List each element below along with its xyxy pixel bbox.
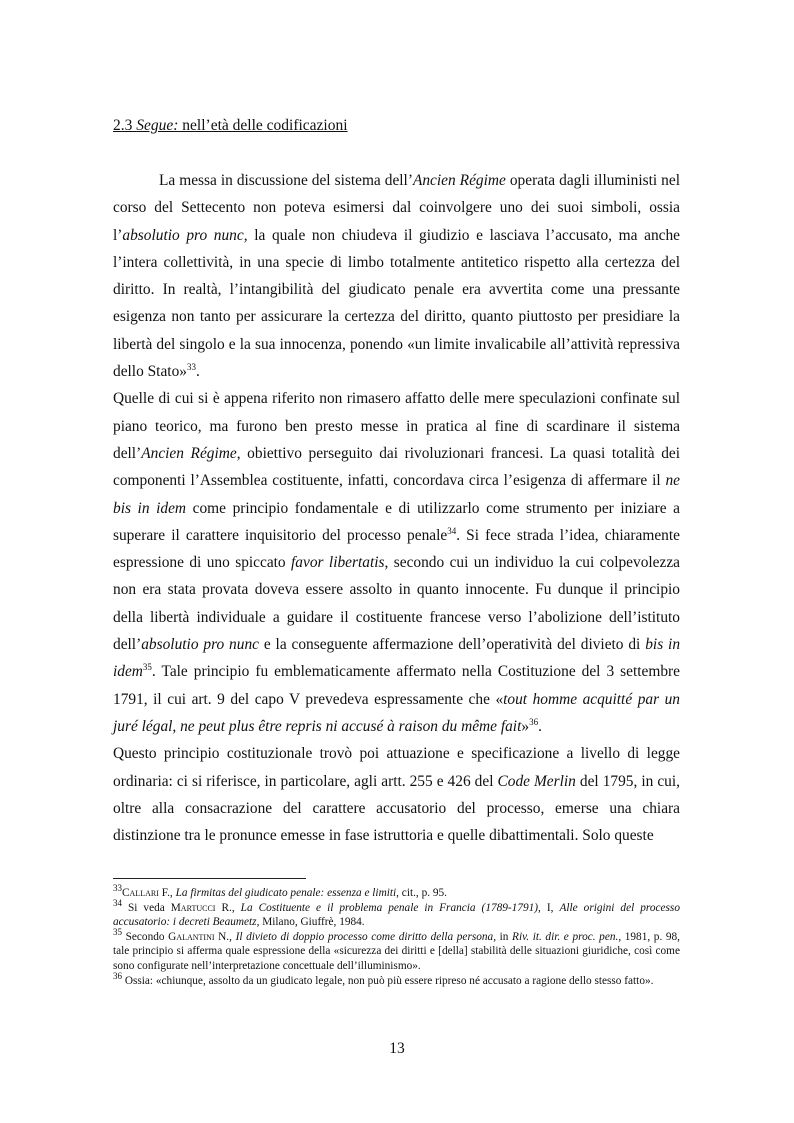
italic-run: bis in idem <box>113 636 681 681</box>
text-run: Questo principio costituzionale trovò poi attuazione e specificazione a livello di legge ordinaria: ci si riferisce, in particolare, agli artt. 255 e 426 del <box>113 745 680 790</box>
text-run: . Si fece strada l’idea, chiaramente espressione di uno spiccato <box>113 526 680 572</box>
paragraph-3 <box>113 740 680 849</box>
text-run: . <box>538 717 542 735</box>
footnote-ref-34[interactable]: 34 <box>447 525 457 536</box>
text-run: come principio fondamentale e di utilizzarlo come strumento per iniziare a superare il carattere inquisitorio del processo penale <box>113 499 680 544</box>
text-run: Secondo <box>122 930 169 943</box>
footnotes <box>113 883 681 988</box>
footnote-35 <box>113 927 681 974</box>
footnote-number: 33 <box>113 883 122 894</box>
paragraph-1 <box>113 167 680 385</box>
text-run: R., <box>215 901 241 914</box>
text-run: Si veda <box>122 901 171 914</box>
heading-italic: Segue: <box>136 117 179 134</box>
text-run: , cit., p. 95. <box>396 887 447 899</box>
italic-run: Code Merlin <box>497 772 576 790</box>
italic-run: La firmitas del giudicato penale: essenza e limiti <box>175 887 397 899</box>
text-run: . <box>195 363 200 381</box>
footnote-number: 35 <box>113 927 122 938</box>
text-run: La messa in discussione del sistema dell’ <box>159 172 413 189</box>
text-run: , la quale non chiudeva il giudizio e lasciava l’accusato, ma anche l’intera collettività, in una specie di limbo totalmente antitetico rispetto alla certezza del diritto. In realtà, l’intangibilità del giudicato penale era avvertita come una pressante esigenza non tanto per assicurare la certezza del diritto, quanto piuttosto per presidiare la libertà del singolo e la sua innocenza, ponendo «un limite invalicabile all’attività repressiva dello Stato» <box>113 226 681 381</box>
text-run: , obiettivo perseguito dai rivoluzionari francesi. La quasi totalità dei componenti l’Assemblea costituente, infatti, concordava circa l’esigenza di affermare il <box>113 444 680 490</box>
italic-run: Alle origini del processo accusatorio: i decreti Beaumetz <box>113 901 680 929</box>
italic-run: favor libertatis <box>291 554 385 572</box>
page-number: 13 <box>389 1040 405 1057</box>
text-run: , 1981, p. 98, tale principio si afferma quale espressione della «sicurezza dei diritti e [della] stabilità delle situazioni giuridiche, così come sono configurate nell’interpretazione concettuale dell’illuminismo». <box>113 930 681 972</box>
paragraph-2 <box>113 385 680 740</box>
footnote-author: Galantini <box>168 930 215 943</box>
text-run: Ossia: «chiunque, assolto da un giudicato legale, non può più essere ripreso né accusato a ragione dello stesso fatto». <box>122 974 654 987</box>
italic-run: La Costituente e il problema penale in Francia (1789-1791) <box>240 901 539 914</box>
italic-run: ne bis in idem <box>113 472 680 517</box>
footnote-separator <box>113 878 306 879</box>
footnote-ref-36[interactable]: 36 <box>529 716 539 727</box>
text-run: F., <box>158 887 176 899</box>
footnote-number: 36 <box>113 970 122 981</box>
text-run: , I, <box>538 901 560 914</box>
italic-run: Riv. it. dir. e proc. pen. <box>512 930 619 943</box>
text-run: operata dagli illuministi nel corso del Settecento non poteva esimersi dal coinvolgere uno dei suoi simboli, ossia l’ <box>113 172 680 244</box>
text-run: Quelle di cui si è appena riferito non rimasero affatto delle mere speculazioni confinate sul piano teorico, ma furono ben presto messe in pratica al fine di scardinare il sistema dell’ <box>113 390 680 462</box>
italic-run: absolutio pro nunc <box>141 636 259 654</box>
italic-run: absolutio pro nunc <box>122 226 244 244</box>
section-heading <box>113 116 348 136</box>
footnote-34 <box>113 897 680 930</box>
text-run: » <box>521 717 530 735</box>
footnote-36 <box>113 970 680 989</box>
footnote-number: 34 <box>113 897 122 908</box>
heading-number: 2.3 <box>113 117 137 134</box>
italic-run: Il divieto di doppio processo come diritto della persona <box>235 930 494 943</box>
italic-run: Ancien Régime <box>412 172 506 189</box>
text-run: e la conseguente affermazione dell’operatività del divieto di <box>258 636 646 654</box>
footnote-author: Martucci <box>170 901 216 914</box>
text-run: N., <box>214 930 236 943</box>
italic-run: tout homme acquitté par un juré légal, ne peut plus être repris ni accusé à raison du même fait <box>113 690 680 735</box>
text-run: , secondo cui un individuo la cui colpevolezza non era stata provata doveva essere assolto in quanto innocente. Fu dunque il principio della libertà individuale a guidare il costituente francese verso l’abolizione dell’istituto dell’ <box>113 554 680 654</box>
text-run: , Milano, Giuffrè, 1984. <box>256 916 365 929</box>
body-text <box>113 167 680 849</box>
heading-title: nell’età delle codificazioni <box>178 117 348 134</box>
footnote-author: Callari <box>122 887 159 899</box>
footnote-ref-35[interactable]: 35 <box>142 662 152 673</box>
footnote-33 <box>113 883 680 901</box>
text-run: . Tale principio fu emblematicamente affermato nella Costituzione del 3 settembre 1791, il cui art. 9 del capo V prevedeva espressamente che « <box>113 663 680 708</box>
text-run: del 1795, in cui, oltre alla consacrazione del carattere accusatorio del processo, emerse una chiara distinzione tra le pronunce emesse in fase istruttoria e quelle dibattimentali. Solo queste <box>113 772 680 845</box>
italic-run: Ancien Régime <box>141 444 237 462</box>
footnote-ref-33[interactable]: 33 <box>186 361 196 372</box>
text-run: , in <box>493 930 513 943</box>
